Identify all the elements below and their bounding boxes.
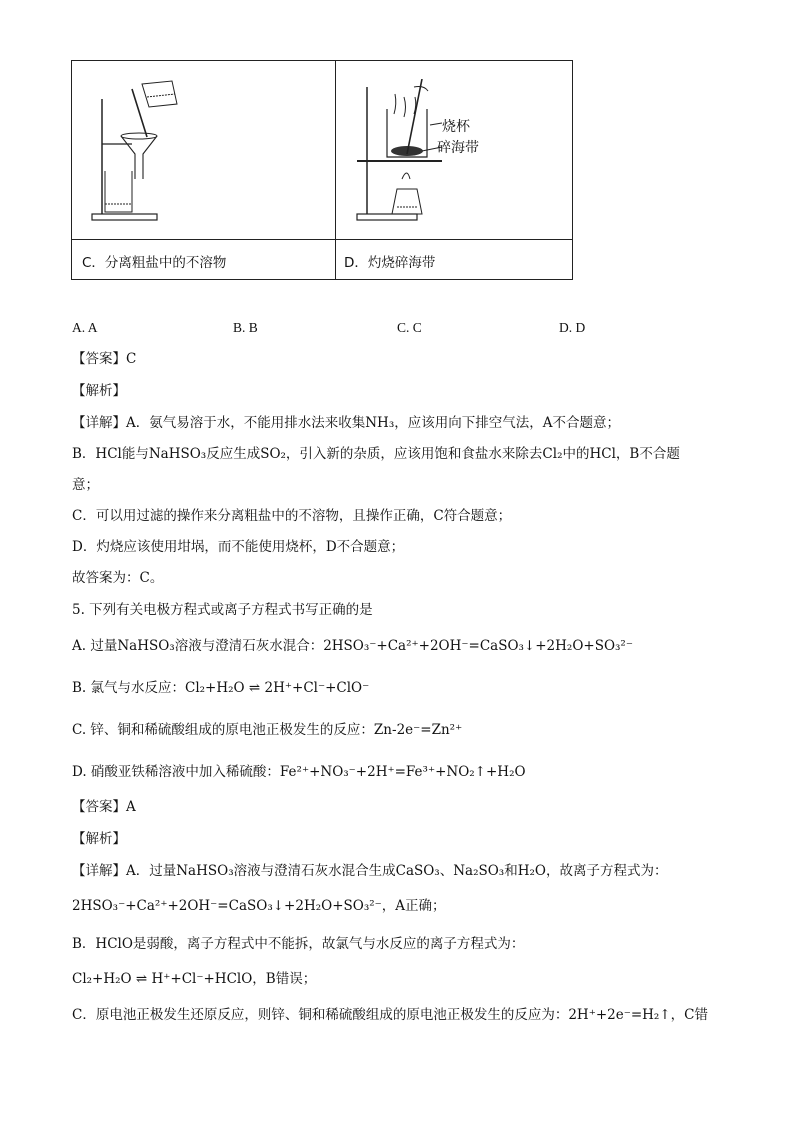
q5-option-b: B. 氯气与水反应：Cl₂+H₂O ⇌ 2H⁺+Cl⁻+ClO⁻: [72, 680, 370, 696]
label-beaker: 烧杯: [442, 119, 470, 135]
q4-conclusion: 故答案为：C。: [72, 570, 164, 586]
filtration-apparatus-figure: [87, 79, 187, 229]
burning-apparatus-figure: [352, 79, 502, 229]
q5-detail-c: C．原电池正极发生还原反应，则锌、铜和稀硫酸组成的原电池正极发生的反应为：2H⁺+2e⁻=H₂↑，C错: [72, 1007, 708, 1023]
q4-detail-d: D．灼烧应该使用坩埚，而不能使用烧杯，D不合题意；: [72, 539, 405, 555]
apparatus-table: [71, 60, 573, 280]
option-b: B. B: [233, 320, 258, 335]
q5-option-a: A. 过量NaHSO₃溶液与澄清石灰水混合：2HSO₃⁻+Ca²⁺+2OH⁻=CaSO₃↓+2H₂O+SO₃²⁻: [72, 638, 633, 654]
q5-detail-b: B．HClO是弱酸，离子方程式中不能拆，故氯气与水反应的离子方程式为：: [72, 936, 525, 952]
table-divider-vertical: [335, 61, 336, 279]
q5-equation-a: 2HSO₃⁻+Ca²⁺+2OH⁻=CaSO₃↓+2H₂O+SO₃²⁻，A正确；: [72, 898, 446, 914]
q5-stem: 5. 下列有关电极方程式或离子方程式书写正确的是: [72, 602, 373, 618]
caption-d: D．灼烧碎海带: [344, 255, 436, 271]
table-divider-horizontal: [72, 239, 572, 240]
q5-equation-b: Cl₂+H₂O ⇌ H⁺+Cl⁻+HClO，B错误；: [72, 971, 317, 987]
q5-analysis-tag: 【解析】: [72, 831, 126, 847]
q4-detail-b1: B．HCl能与NaHSO₃反应生成SO₂，引入新的杂质，应该用饱和食盐水来除去Cl₂中的HCl，B不合题: [72, 446, 680, 462]
q4-detail-b2: 意；: [72, 477, 99, 493]
option-c: C. C: [397, 320, 422, 335]
q5-answer: 【答案】A: [72, 799, 136, 815]
q4-analysis-tag: 【解析】: [72, 383, 126, 399]
q5-detail-a: 【详解】A．过量NaHSO₃溶液与澄清石灰水混合生成CaSO₃、Na₂SO₃和H₂O，故离子方程式为：: [72, 863, 668, 879]
q4-detail-c: C．可以用过滤的操作来分离粗盐中的不溶物，且操作正确，C符合题意；: [72, 508, 512, 524]
option-d: D. D: [559, 320, 586, 335]
q4-detail-a: 【详解】A．氨气易溶于水，不能用排水法来收集NH₃，应该用向下排空气法，A不合题意；: [72, 415, 620, 431]
label-seaweed: 碎海带: [437, 140, 479, 156]
q5-option-c: C. 锌、铜和稀硫酸组成的原电池正极发生的反应：Zn-2e⁻=Zn²⁺: [72, 722, 463, 738]
option-a: A. A: [72, 320, 98, 335]
q4-answer: 【答案】C: [72, 351, 137, 367]
caption-c: C．分离粗盐中的不溶物: [82, 255, 227, 271]
q5-option-d: D. 硝酸亚铁稀溶液中加入稀硫酸：Fe²⁺+NO₃⁻+2H⁺=Fe³⁺+NO₂↑+H₂O: [72, 764, 526, 780]
